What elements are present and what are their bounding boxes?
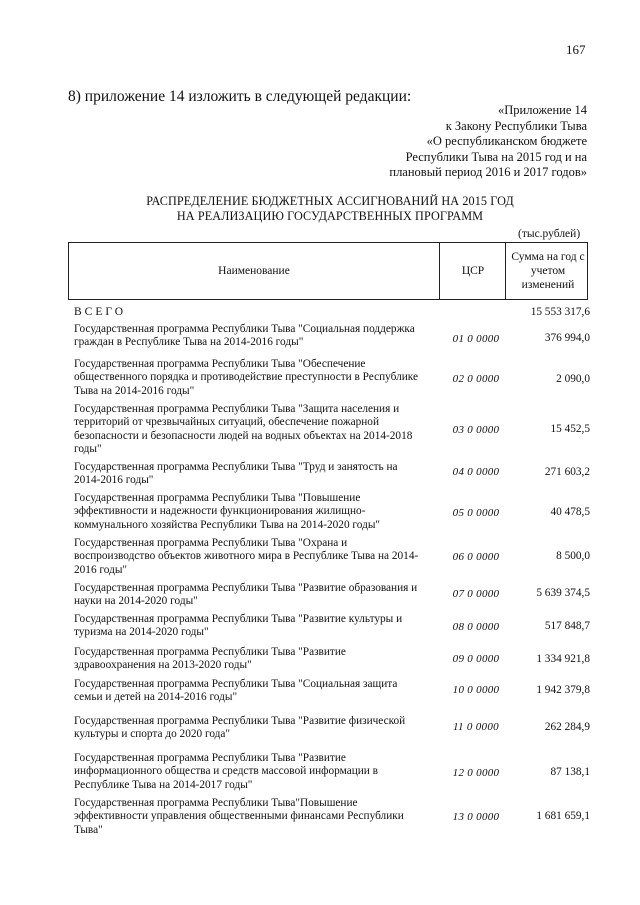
- title-line: РАСПРЕДЕЛЕНИЕ БЮДЖЕТНЫХ АССИГНОВАНИЙ НА 2015 ГОД: [146, 194, 514, 208]
- row-amount: 8 500,0: [556, 550, 590, 562]
- row-csr: 13 0 0000: [452, 811, 500, 823]
- row-amount: 40 478,5: [550, 506, 590, 518]
- row-name: Государственная программа Республики Тыва "Труд и занятость на 2014-2016 годы": [74, 461, 398, 487]
- row-csr: 08 0 0000: [452, 621, 500, 633]
- total-amount: 15 553 317,6: [530, 306, 590, 318]
- row-name: Государственная программа Республики Тыва "Социальная поддержка граждан в Республике Тыва на 2014-2016 годы": [74, 323, 415, 349]
- row-csr: 03 0 0000: [452, 424, 500, 436]
- row-name: Государственная программа Республики Тыва "Социальная защита семьи и детей на 2014-2016 годы": [74, 678, 398, 704]
- row-csr: 10 0 0000: [452, 684, 500, 696]
- row-amount: 2 090,0: [556, 373, 590, 385]
- row-csr: 04 0 0000: [452, 466, 500, 478]
- row-name: Государственная программа Республики Тыва "Обеспечение общественного порядка и противодействие преступности в Республике Тыва на 2014-2016 годы": [74, 358, 419, 397]
- row-amount: 5 639 374,5: [536, 587, 590, 599]
- annex-line: «Приложение 14: [498, 103, 587, 117]
- document-title: [0, 194, 640, 224]
- row-name: Государственная программа Республики Тыва "Повышение эффективности и надежности функционирования жилищно-коммунального хозяйства Республики Тыва на 2014-2020 годы": [74, 492, 381, 531]
- row-amount: 376 994,0: [544, 332, 590, 344]
- intro-text: 8) приложение 14 изложить в следующей редакции:: [68, 88, 412, 105]
- table-header: [68, 242, 588, 300]
- header-csr: ЦСР: [439, 243, 506, 299]
- row-name: Государственная программа Республики Тыва "Развитие физической культуры и спорта до 2020 года": [74, 715, 406, 741]
- row-csr: 01 0 0000: [452, 333, 500, 345]
- total-label: ВСЕГО: [74, 306, 127, 318]
- annex-line: плановый период 2016 и 2017 годов»: [389, 165, 587, 180]
- unit-label: (тыс.рублей): [518, 228, 581, 240]
- annex-reference: [389, 103, 587, 181]
- row-amount: 262 284,9: [544, 721, 590, 733]
- row-csr: 02 0 0000: [452, 373, 500, 385]
- title-line: НА РЕАЛИЗАЦИЮ ГОСУДАРСТВЕННЫХ ПРОГРАММ: [176, 209, 484, 223]
- row-name: Государственная программа Республики Тыва "Охрана и воспроизводство объектов животного мира в Республике Тыва на 2014-2016 годы": [74, 537, 419, 576]
- row-name: Государственная программа Республики Тыва "Развитие информационного общества и средств массовой информации в Республике Тыва на 2014-2017 годы": [74, 752, 379, 791]
- row-name: Государственная программа Республики Тыва "Защита населения и территорий от чрезвычайных ситуаций, обеспечение пожарной безопасности и безопасности людей на водных объектах на 2014-2018 годы": [74, 403, 413, 456]
- row-csr: 12 0 0000: [452, 767, 500, 779]
- row-amount: 1 681 659,1: [536, 810, 590, 822]
- row-name: Государственная программа Республики Тыва"Повышение эффективности управления общественными финансами Республики Тыва": [74, 797, 404, 836]
- row-name: Государственная программа Республики Тыва "Развитие здравоохранения на 2013-2020 годы": [74, 646, 346, 672]
- annex-line: «О республиканском бюджете: [426, 134, 587, 149]
- row-amount: 271 603,2: [544, 466, 590, 478]
- row-csr: 09 0 0000: [452, 653, 500, 665]
- row-csr: 07 0 0000: [452, 588, 500, 600]
- header-amount: Сумма на год с учетом изменений: [505, 243, 590, 299]
- row-csr: 06 0 0000: [452, 551, 500, 563]
- page-number: 167: [566, 42, 586, 57]
- row-csr: 11 0 0000: [453, 721, 499, 733]
- row-amount: 87 138,1: [550, 766, 590, 778]
- annex-line: к Закону Республики Тыва: [445, 118, 587, 133]
- row-amount: 15 452,5: [550, 423, 590, 435]
- header-name: Наименование: [218, 265, 290, 277]
- row-amount: 1 334 921,8: [536, 653, 590, 665]
- row-name: Государственная программа Республики Тыва "Развитие культуры и туризма на 2014-2020 годы": [74, 613, 403, 639]
- row-amount: 1 942 379,8: [536, 684, 590, 696]
- row-csr: 05 0 0000: [452, 507, 500, 519]
- row-name: Государственная программа Республики Тыва "Развитие образования и науки на 2014-2020 годы": [74, 582, 418, 608]
- annex-line: Республики Тыва на 2015 год и на: [405, 149, 587, 164]
- row-amount: 517 848,7: [544, 620, 590, 632]
